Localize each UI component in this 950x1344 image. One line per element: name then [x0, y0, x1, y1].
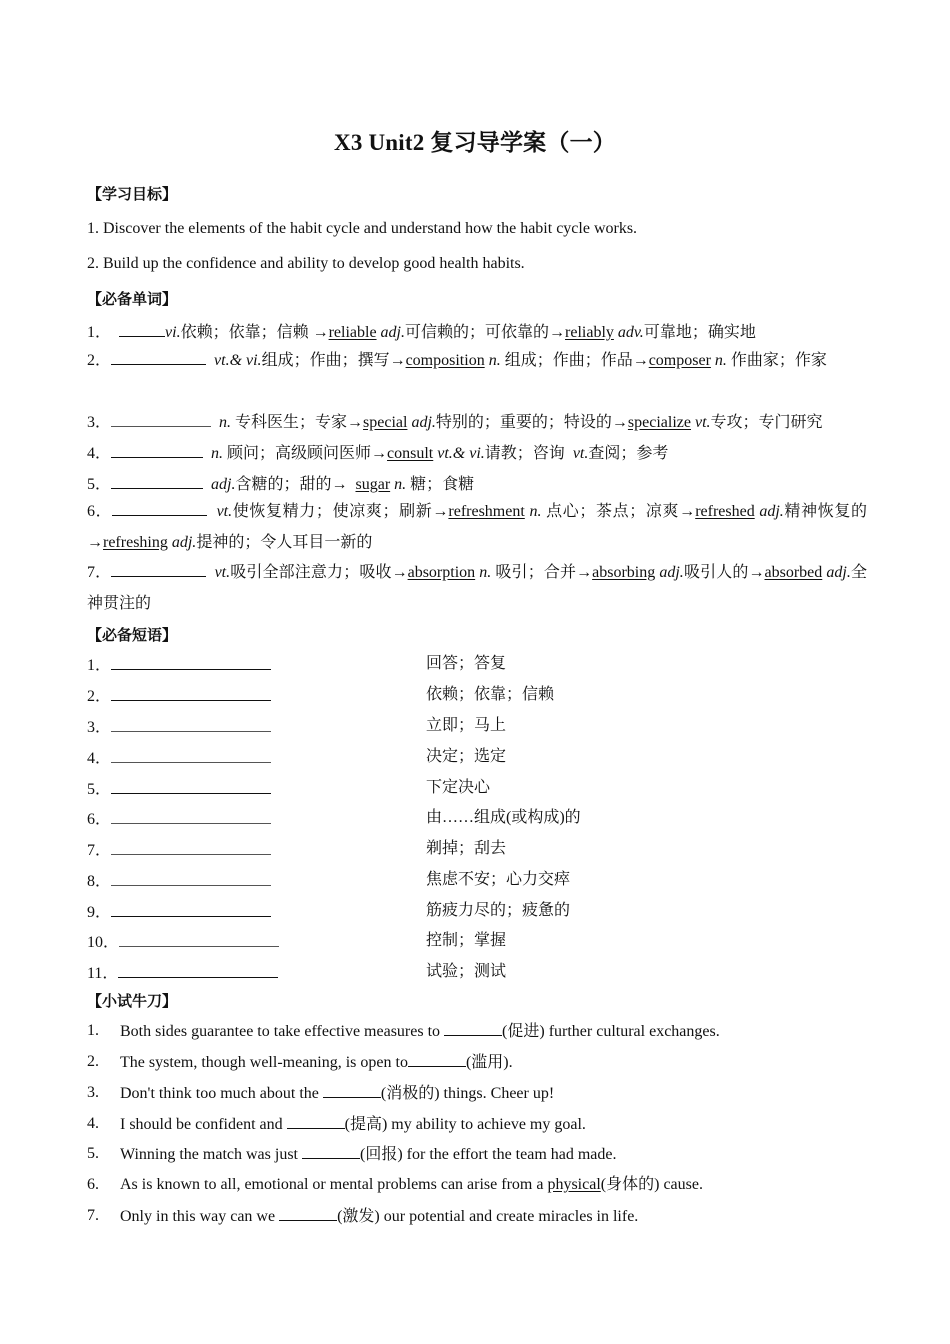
derived-word: absorbed — [764, 564, 823, 581]
word-meaning: 可靠地；确实地 — [643, 324, 756, 341]
objective-item: 2. Build up the confidence and ability to develop good health habits. — [87, 255, 525, 272]
answer-blank[interactable] — [112, 500, 207, 516]
word-meaning: 组成；作曲；作品→ — [504, 352, 649, 369]
item-number: 1． — [87, 324, 112, 341]
sentence-text: I should be confident and — [120, 1116, 287, 1133]
part-of-speech: n. — [394, 476, 407, 493]
item-number: 6. — [87, 1176, 99, 1193]
phrase-meaning: 依赖；依靠；信赖 — [426, 686, 555, 703]
phrase-meaning: 筋疲力尽的；疲惫的 — [426, 902, 571, 919]
word-meaning: 可信赖的；可依靠的→ — [405, 324, 566, 341]
phrase-meaning: 由……组成(或构成)的 — [426, 809, 581, 826]
item-number: 10． — [87, 934, 120, 951]
sentence-text: . — [508, 1054, 513, 1071]
word-item-6 — [87, 497, 867, 558]
part-of-speech: vt. — [572, 445, 589, 462]
part-of-speech: n. — [219, 414, 232, 431]
derived-word: consult — [387, 445, 434, 462]
word-item-1 — [87, 321, 756, 343]
word-item-7 — [87, 558, 867, 619]
item-number: 6． — [87, 503, 113, 520]
item-number: 7． — [87, 842, 112, 859]
derived-word: specialize — [627, 414, 691, 431]
sentence-text: our potential and create miracles in life. — [379, 1208, 639, 1225]
word-meaning: 吸引人的→ — [683, 564, 765, 581]
phrase-meaning: 控制；掌握 — [426, 932, 507, 949]
derived-word: composer — [648, 352, 711, 369]
answer-blank[interactable] — [111, 901, 271, 917]
sentence-text: The system, though well-meaning, is open to — [120, 1054, 408, 1071]
word-meaning: 含糖的；甜的→ — [235, 476, 348, 493]
word-meaning: 依赖；依靠；信赖 → — [180, 324, 329, 341]
word-meaning: 精神恢复的→ — [87, 503, 867, 551]
word-meaning: 提神的；令人耳目一新的 — [196, 533, 373, 551]
answer-blank[interactable] — [111, 349, 206, 365]
page-title: X3 Unit2 复习导学案（一） — [334, 130, 616, 155]
answer-blank[interactable] — [111, 442, 203, 458]
item-number: 9． — [87, 904, 112, 921]
answer-blank[interactable] — [111, 747, 271, 763]
sentence-text: Only in this way can we — [120, 1208, 280, 1225]
phrase-meaning: 下定决心 — [426, 779, 491, 796]
word-meaning: 吸引全部注意力；吸收→ — [230, 564, 408, 581]
item-number: 5． — [87, 476, 112, 493]
part-of-speech: vt.& vi. — [437, 445, 485, 462]
answer-blank[interactable] — [111, 870, 271, 886]
part-of-speech: n. — [714, 352, 727, 369]
section-heading-objectives: 【学习目标】 — [87, 185, 178, 203]
part-of-speech: adv. — [617, 324, 644, 341]
hint-text: (回报) — [360, 1146, 403, 1163]
hint-text: (滥用) — [465, 1054, 509, 1071]
filled-answer[interactable]: physical — [547, 1176, 601, 1193]
part-of-speech: adj. — [659, 564, 684, 581]
sentence-text: cause. — [659, 1176, 703, 1193]
answer-blank[interactable] — [111, 808, 271, 824]
derived-word: reliable — [328, 324, 377, 341]
answer-blank[interactable] — [111, 685, 271, 701]
sentence-text: As is known to all, emotional or mental problems can arise from a — [120, 1176, 548, 1193]
word-meaning: 专攻；专门研究 — [710, 414, 823, 431]
item-number: 4. — [87, 1115, 99, 1132]
answer-blank[interactable] — [287, 1114, 345, 1129]
item-number: 2． — [87, 688, 112, 705]
answer-blank[interactable] — [323, 1083, 381, 1098]
part-of-speech: adj. — [411, 414, 436, 431]
part-of-speech: vi. — [165, 324, 181, 341]
derived-word: absorption — [407, 564, 476, 581]
word-meaning: 糖；食糖 — [410, 476, 475, 493]
word-meaning: 查阅；参考 — [588, 445, 669, 462]
item-number: 11． — [87, 965, 119, 982]
part-of-speech: vt. — [216, 503, 233, 520]
word-meaning: 特别的；重要的；特设的→ — [435, 414, 628, 431]
derived-word: reliably — [565, 324, 614, 341]
item-number: 3． — [87, 719, 112, 736]
derived-word: refreshing — [103, 533, 168, 551]
word-meaning: 全神贯注的 — [87, 564, 867, 612]
part-of-speech: n. — [479, 564, 492, 581]
sentence-text: further cultural exchanges. — [544, 1023, 720, 1040]
part-of-speech: n. — [211, 445, 224, 462]
answer-blank[interactable] — [302, 1144, 360, 1159]
phrase-meaning: 回答；答复 — [426, 655, 507, 672]
item-number: 3. — [87, 1084, 99, 1101]
objective-item: 1. Discover the elements of the habit cycle and understand how the habit cycle works. — [87, 220, 638, 237]
part-of-speech: adj. — [171, 533, 197, 551]
answer-blank[interactable] — [111, 473, 203, 489]
phrase-meaning: 决定；选定 — [426, 748, 507, 765]
answer-blank[interactable] — [118, 962, 278, 978]
hint-text: (激发) — [337, 1208, 380, 1225]
part-of-speech: vt. — [695, 414, 711, 431]
part-of-speech: vt. — [214, 564, 231, 581]
word-meaning: 组成；作曲；撰写→ — [261, 352, 406, 369]
word-meaning: 专科医生；专家→ — [235, 414, 364, 431]
item-number: 5. — [87, 1145, 99, 1162]
part-of-speech: vt.& vi. — [214, 352, 262, 369]
word-meaning: 点心；茶点；凉爽→ — [546, 503, 696, 520]
answer-blank[interactable] — [111, 561, 206, 577]
word-item-5 — [87, 473, 474, 495]
answer-blank[interactable] — [111, 411, 211, 427]
section-heading-phrases: 【必备短语】 — [87, 626, 178, 644]
part-of-speech: adj. — [759, 503, 784, 520]
hint-text: (消极的) — [380, 1085, 440, 1102]
sentence-text: Don't think too much about the — [120, 1085, 323, 1102]
word-meaning: 使恢复精力；使凉爽；刷新→ — [232, 503, 449, 520]
derived-word: absorbing — [592, 564, 656, 581]
answer-blank[interactable] — [111, 839, 271, 855]
part-of-speech: adj. — [826, 564, 851, 581]
answer-blank[interactable] — [279, 1206, 337, 1221]
item-number: 2． — [87, 352, 112, 369]
sentence-text: Both sides guarantee to take effective measures to — [120, 1023, 445, 1040]
item-number: 7． — [87, 564, 112, 581]
derived-word: sugar — [355, 476, 391, 493]
item-number: 2. — [87, 1053, 99, 1070]
hint-text: (身体的) — [600, 1176, 660, 1193]
part-of-speech: adj. — [380, 324, 405, 341]
phrase-meaning: 立即；马上 — [426, 717, 507, 734]
item-number: 3． — [87, 414, 112, 431]
word-meaning: 请教；咨询 — [484, 445, 565, 462]
hint-text: (促进) — [502, 1023, 545, 1040]
word-meaning: 吸引；合并→ — [495, 564, 593, 581]
item-number: 8． — [87, 873, 112, 890]
word-meaning: 顾问；高级顾问医师→ — [227, 445, 388, 462]
derived-word: special — [363, 414, 408, 431]
derived-word: refreshment — [448, 503, 525, 520]
answer-blank[interactable] — [408, 1052, 466, 1067]
item-number: 6． — [87, 811, 112, 828]
derived-word: composition — [405, 352, 485, 369]
phrase-meaning: 剃掉；刮去 — [426, 840, 507, 857]
item-number: 1. — [87, 1022, 99, 1039]
word-item-2 — [87, 346, 867, 377]
answer-blank[interactable] — [444, 1021, 502, 1036]
word-item-4 — [87, 442, 668, 464]
answer-blank[interactable] — [119, 321, 165, 337]
answer-blank[interactable] — [111, 716, 271, 732]
answer-blank[interactable] — [111, 778, 271, 794]
part-of-speech: n. — [529, 503, 542, 520]
phrase-meaning: 焦虑不安；心力交瘁 — [426, 871, 571, 888]
part-of-speech: adj. — [211, 476, 236, 493]
item-number: 1． — [87, 657, 112, 674]
word-item-3 — [87, 411, 823, 433]
item-number: 7. — [87, 1207, 99, 1224]
answer-blank[interactable] — [119, 931, 279, 947]
item-number: 4． — [87, 445, 112, 462]
answer-blank[interactable] — [111, 654, 271, 670]
section-heading-words: 【必备单词】 — [87, 290, 178, 308]
sentence-text: for the effort the team had made. — [402, 1146, 617, 1163]
phrase-meaning: 试验；测试 — [426, 963, 507, 980]
derived-word: refreshed — [695, 503, 755, 520]
part-of-speech: n. — [488, 352, 501, 369]
sentence-text: my ability to achieve my goal. — [387, 1116, 586, 1133]
item-number: 5． — [87, 781, 112, 798]
section-heading-exercises: 【小试牛刀】 — [87, 992, 178, 1010]
sentence-text: Winning the match was just — [120, 1146, 302, 1163]
hint-text: (提高) — [344, 1116, 388, 1133]
sentence-text: things. Cheer up! — [439, 1085, 555, 1102]
word-meaning: 作曲家；作家 — [730, 352, 827, 369]
item-number: 4． — [87, 750, 112, 767]
